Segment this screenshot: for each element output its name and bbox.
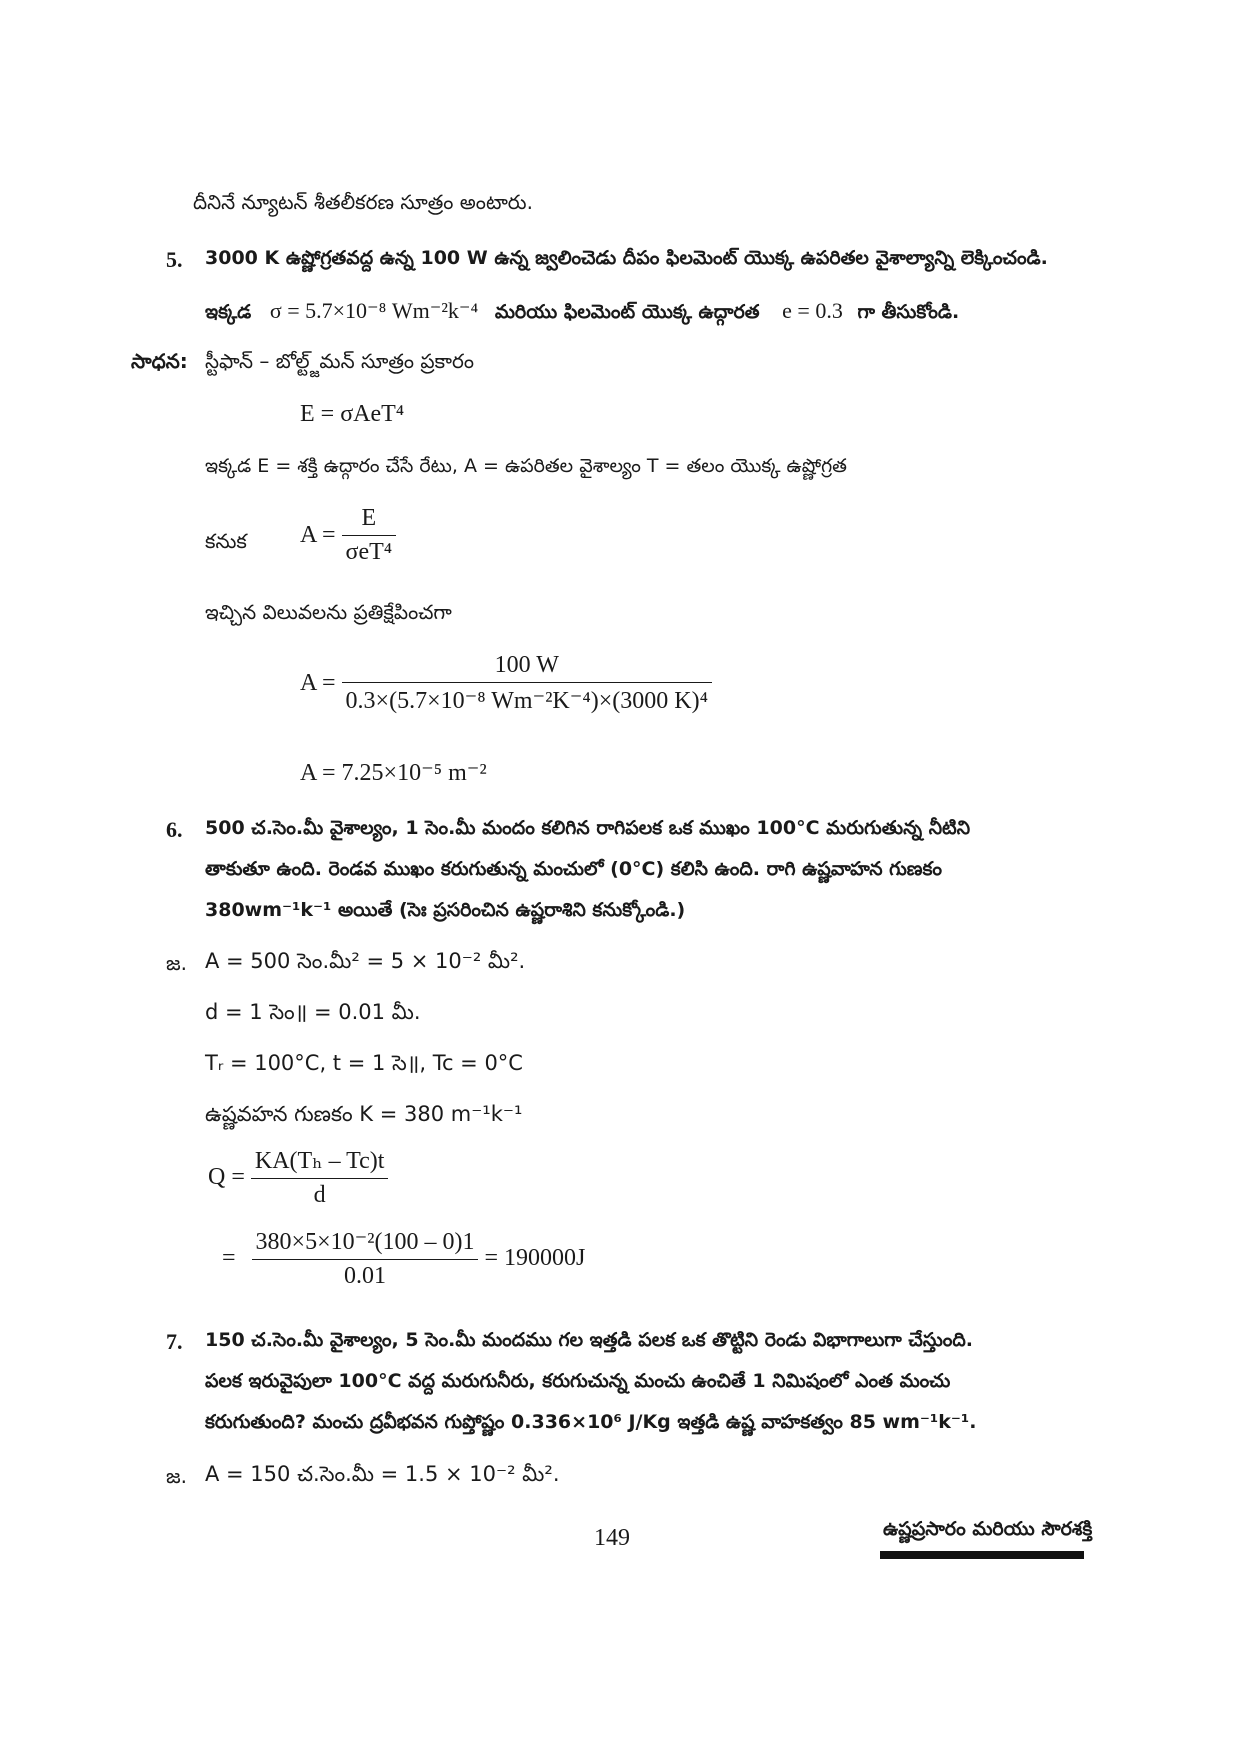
heat-formula xyxy=(208,1146,388,1209)
substitution-lhs: A = xyxy=(300,670,336,696)
heat-formula-fraction xyxy=(251,1146,389,1209)
where-line: ఇక్కడ E = శక్తి ఉద్గారం చేసే రేటు, A = ఉపరితల వైశాల్యం T = తలం యొక్క ఉష్ణోగ్రత xyxy=(205,455,847,477)
area-formula-lhs: A = xyxy=(300,522,336,548)
sigma-value: σ = 5.7×10⁻⁸ Wm⁻²k⁻⁴ xyxy=(269,298,479,323)
intro-line: దీనినే న్యూటన్ శీతలీకరణ సూత్రం అంటారు. xyxy=(193,190,533,214)
hence-label: కనుక xyxy=(205,529,247,553)
solution-label: సాధన: xyxy=(131,349,188,373)
question-5-number: 5. xyxy=(166,247,183,272)
question-5-prefix: ఇక్కడ xyxy=(205,301,252,323)
question-6-number: 6. xyxy=(166,817,183,842)
question-6-line1: 500 చ.సెం.మీ వైశాల్యం, 1 సెం.మీ మందం కలిగిన రాగిపలక ఒక ముఖం 100°C మరుగుతున్న నీటిని xyxy=(205,817,971,839)
question-7-line1: 150 చ.సెం.మీ వైశాల్యం, 5 సెం.మీ మందము గల ఇత్తడి పలక ఒక తొట్టిని రెండు విభాగాలుగా చేస్తుంది. xyxy=(205,1329,974,1351)
page-number: 149 xyxy=(594,1525,630,1551)
answer-6-line1: A = 500 సెం.మీ² = 5 × 10⁻² మీ². xyxy=(205,949,526,973)
solution-intro: స్టీఫాన్ – బోల్ట్జ్‌మన్ సూత్రం ప్రకారం xyxy=(205,349,474,373)
answer-7-line1: A = 150 చ.సెం.మీ = 1.5 × 10⁻² మీ². xyxy=(205,1462,560,1486)
chapter-title: ఉష్ణప్రసారం మరియు సౌరశక్తి xyxy=(883,1518,1093,1540)
question-6-line3: 380wm⁻¹k⁻¹ అయితే (సెః ప్రసరించిన ఉష్ణరాశిని కనుక్కోండి.) xyxy=(205,899,686,921)
stefan-formula: E = σAeT⁴ xyxy=(300,401,405,427)
heat-calc-numerator: 380×5×10⁻²(100 – 0)1 xyxy=(252,1227,479,1260)
footer-rule xyxy=(880,1551,1084,1559)
heat-calc-fraction xyxy=(252,1227,479,1290)
emissivity-value: e = 0.3 xyxy=(782,298,843,323)
answer-6-label: జ. xyxy=(166,951,187,975)
answer-6-line3: Tᵣ = 100°C, t = 1 సె॥, Tc = 0°C xyxy=(205,1051,523,1075)
question-7-line2: పలక ఇరువైపులా 100°C వద్ద మరుగునీరు, కరుగుచున్న మంచు ఉంచితే 1 నిమిషంలో ఎంత మంచు xyxy=(205,1370,951,1392)
question-7-line3: కరుగుతుంది? మంచు ద్రవీభవన గుప్తోష్ణం 0.336×10⁶ J/Kg ఇత్తడి ఉష్ణ వాహకత్వం 85 wm⁻¹k⁻¹. xyxy=(205,1411,977,1433)
question-5-mid: మరియు ఫిలమెంట్ యొక్క ఉద్గారత xyxy=(494,301,760,323)
question-7-number: 7. xyxy=(166,1329,183,1354)
substitution-formula xyxy=(300,652,712,715)
heat-calculation xyxy=(222,1227,585,1290)
answer-6-line4: ఉష్ణవహన గుణకం K = 380 m⁻¹k⁻¹ xyxy=(205,1102,523,1126)
heat-formula-lhs: Q = xyxy=(208,1164,245,1190)
question-5-line1: 3000 K ఉష్ణోగ్రతవద్ద ఉన్న 100 W ఉన్న జ్వలించెడు దీపం ఫిలమెంట్ యొక్క ఉపరితల వైశాల్యాన్ని లెక్కించండి. xyxy=(205,247,1048,269)
substitution-denominator: 0.3×(5.7×10⁻⁸ Wm⁻²K⁻⁴)×(3000 K)⁴ xyxy=(345,688,708,714)
substitution-line: ఇచ్చిన విలువలను ప్రతిక్షేపించగా xyxy=(205,600,452,624)
area-formula-fraction xyxy=(342,505,397,566)
heat-formula-numerator: KA(Tₕ – Tc)t xyxy=(251,1146,389,1179)
question-5-line2 xyxy=(205,298,959,328)
question-6-line2: తాకుతూ ఉంది. రెండవ ముఖం కరుగుతున్న మంచులో (0°C) కలిసి ఉంది. రాగి ఉష్ణవాహన గుణకం xyxy=(205,858,943,880)
heat-calc-result: = 190000J xyxy=(484,1245,586,1271)
substitution-fraction xyxy=(342,652,712,715)
area-result: A = 7.25×10⁻⁵ m⁻² xyxy=(300,760,487,786)
heat-calc-denominator: 0.01 xyxy=(344,1263,386,1289)
area-formula xyxy=(300,505,396,566)
area-formula-numerator: E xyxy=(342,505,397,536)
substitution-numerator: 100 W xyxy=(342,652,712,683)
question-5-suffix: గా తీసుకోండి. xyxy=(857,301,960,323)
heat-calc-eq: = xyxy=(222,1245,236,1271)
answer-6-line2: d = 1 సెం॥ = 0.01 మీ. xyxy=(205,1000,421,1024)
answer-7-label: జ. xyxy=(166,1464,187,1488)
heat-formula-denominator: d xyxy=(313,1182,326,1208)
area-formula-denominator: σeT⁴ xyxy=(345,539,393,565)
